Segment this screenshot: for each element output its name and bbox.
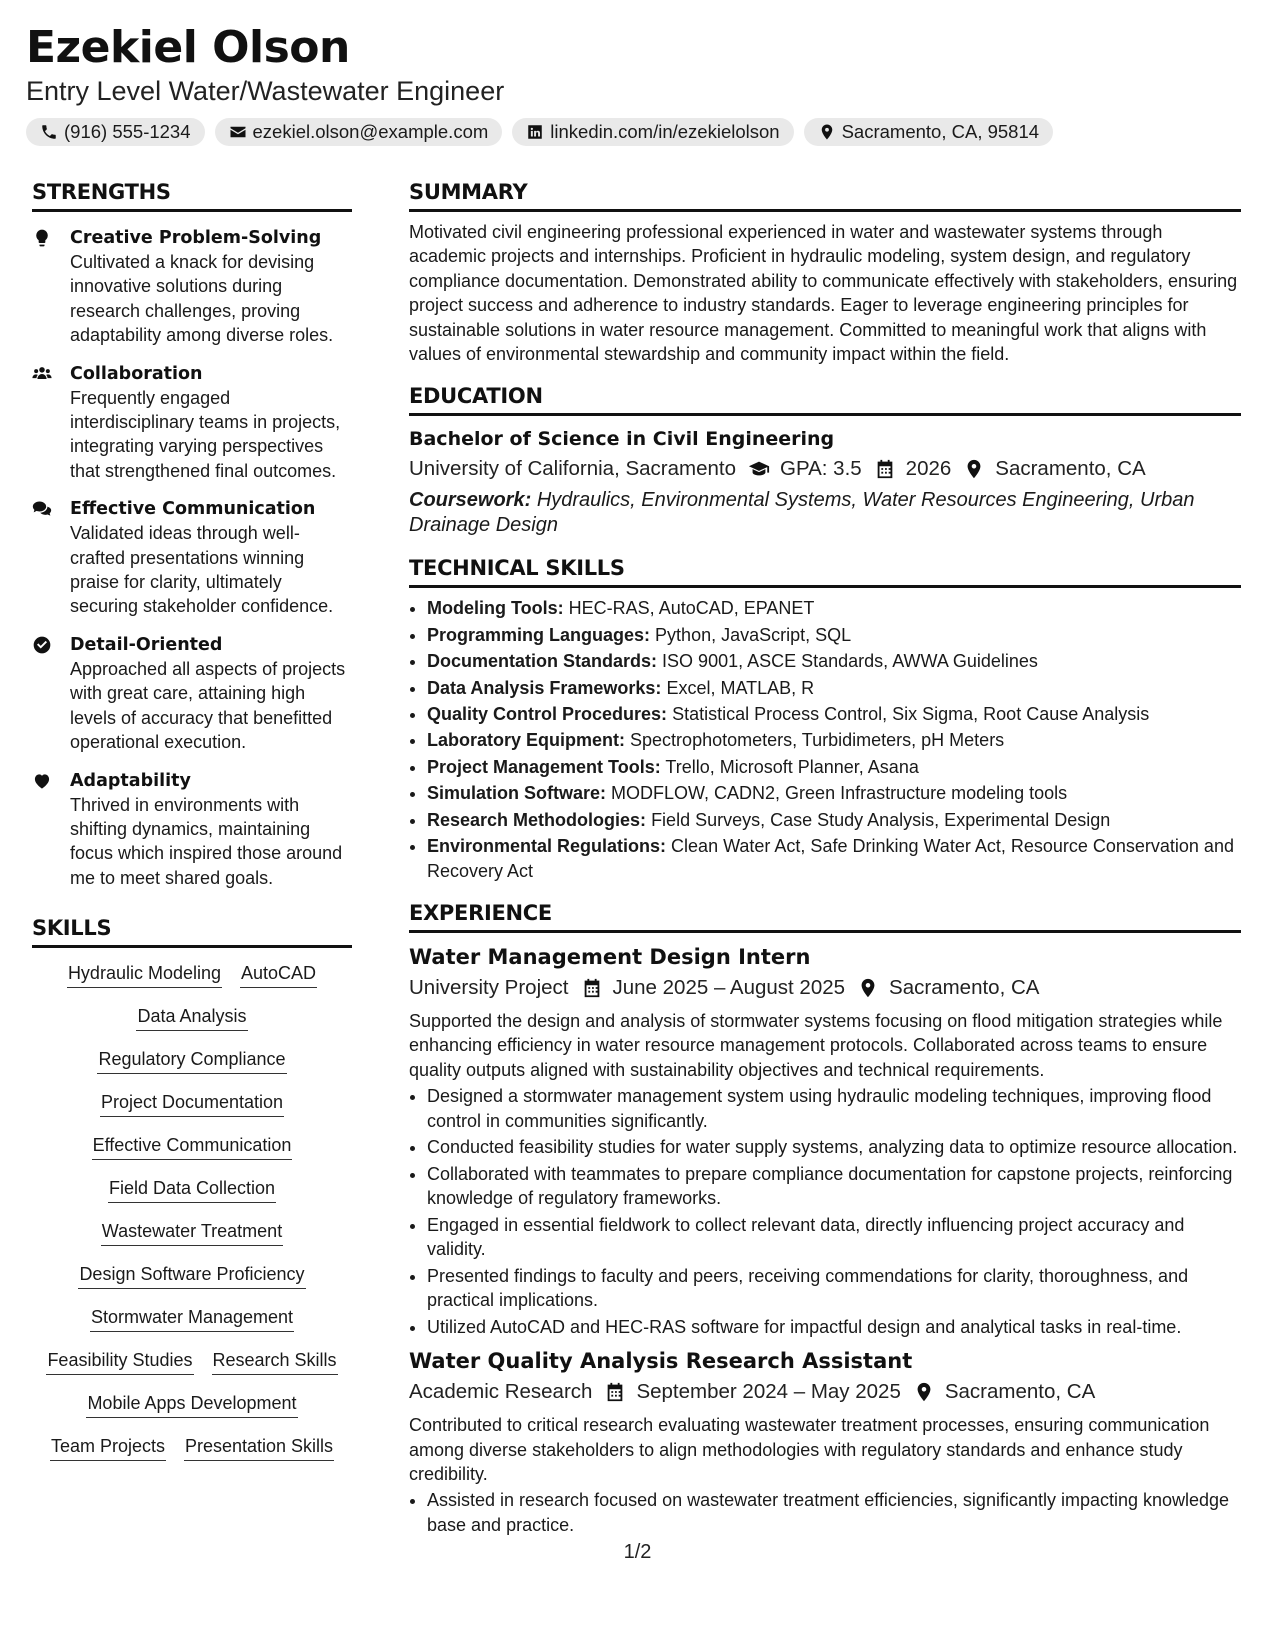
skill-label: Quality Control Procedures:	[427, 704, 668, 725]
skill-label: Laboratory Equipment:	[427, 730, 626, 751]
skill-value: Statistical Process Control, Six Sigma, Root Cause Analysis	[672, 704, 1150, 725]
strength-item	[32, 497, 352, 619]
contact-location-text: Sacramento, CA, 95814	[841, 121, 1040, 142]
list-item: • Conducted feasibility studies for water supply systems, analyzing data to optimize resource allocation.	[427, 1135, 1241, 1159]
school-name: University of California, Sacramento	[409, 457, 736, 481]
skill-value: Spectrophotometers, Turbidimeters, pH Meters	[630, 730, 1005, 751]
location-pin-icon	[818, 123, 836, 141]
location-pin-icon	[857, 977, 879, 999]
envelope-icon	[229, 123, 247, 141]
skill-tag: Regulatory Compliance	[97, 1048, 286, 1074]
gpa: GPA: 3.5	[780, 457, 862, 481]
list-item	[427, 702, 1241, 726]
skill-tag: AutoCAD	[240, 962, 317, 988]
calendar-icon	[604, 1381, 626, 1403]
contact-phone[interactable]	[26, 118, 205, 146]
skill-value: Trello, Microsoft Planner, Asana	[665, 756, 919, 777]
skill-label: Environmental Regulations:	[427, 836, 667, 857]
strength-item	[32, 226, 352, 348]
technical-skills-list	[409, 596, 1241, 882]
job-org: Academic Research	[409, 1380, 593, 1404]
degree-title: Bachelor of Science in Civil Engineering	[409, 428, 835, 451]
skill-tag: Stormwater Management	[90, 1306, 294, 1332]
list-item	[427, 834, 1241, 883]
skill-label: Modeling Tools:	[427, 598, 564, 619]
calendar-icon	[581, 977, 603, 999]
skill-tag: Design Software Proficiency	[78, 1263, 305, 1289]
job-meta	[409, 1377, 1241, 1407]
list-item: • Engaged in essential fieldwork to collect relevant data, directly influencing project accuracy and validity.	[427, 1213, 1241, 1262]
contact-linkedin-text: linkedin.com/in/ezekielolson	[550, 121, 780, 142]
check-circle-icon	[32, 635, 52, 655]
graduation-cap-icon	[748, 458, 770, 480]
coursework-list: Hydraulics, Environmental Systems, Water Resources Engineering, Urban Drainage Design	[409, 489, 1195, 537]
skill-tag: Wastewater Treatment	[101, 1220, 283, 1246]
left-column	[32, 178, 352, 1461]
comments-icon	[32, 499, 52, 519]
education-section	[409, 382, 1241, 538]
summary-section	[409, 178, 1241, 366]
strength-desc: Cultivated a knack for devising innovative solutions during research challenges, proving adaptability among diverse roles.	[70, 252, 334, 346]
list-item	[427, 728, 1241, 752]
list-item	[427, 596, 1241, 620]
skill-value: Clean Water Act, Safe Drinking Water Act, Resource Conservation and Recovery Act	[427, 836, 1234, 881]
skill-tag: Research Skills	[212, 1349, 338, 1375]
strengths-heading: STRENGTHS	[32, 178, 352, 212]
skill-tag: Feasibility Studies	[46, 1349, 193, 1375]
coursework-label: Coursework:	[409, 489, 532, 512]
strength-title: Detail-Oriented	[70, 634, 223, 655]
job-dates: September 2024 – May 2025	[636, 1380, 901, 1404]
strength-desc: Validated ideas through well-crafted presentations winning praise for clarity, ultimately securing stakeholder confidence.	[70, 523, 334, 617]
graduation-year: 2026	[905, 457, 952, 481]
job-location: Sacramento, CA	[889, 975, 1040, 999]
skill-tag: Project Documentation	[100, 1091, 284, 1117]
job-summary: Supported the design and analysis of stormwater systems focusing on flood mitigation strategies while enhancing efficiency in water resource management protocols. Collaborated across teams to ensure quality outputs aligned with sustainability objectives and technical requirements.	[409, 1010, 1223, 1080]
heart-icon	[32, 771, 52, 791]
job-dates: June 2025 – August 2025	[612, 975, 846, 999]
skill-label: Documentation Standards:	[427, 651, 658, 672]
contact-email-text: ezekiel.olson@example.com	[252, 121, 489, 142]
job-title: Water Quality Analysis Research Assistant	[409, 1349, 913, 1374]
list-item: • Assisted in research focused on wastewater treatment efficiencies, significantly impacting knowledge base and practice.	[427, 1488, 1241, 1537]
skill-label: Research Methodologies:	[427, 809, 647, 830]
list-item	[427, 781, 1241, 805]
strength-title: Effective Communication	[70, 499, 316, 520]
list-item	[427, 676, 1241, 700]
strength-desc: Approached all aspects of projects with great care, attaining high levels of accuracy that benefitted operational execution.	[70, 658, 346, 753]
resume-header	[26, 22, 1251, 146]
strength-desc: Thrived in environments with shifting dynamics, maintaining focus which inspired those around me to meet shared goals.	[70, 794, 343, 888]
job-title: Water Management Design Intern	[409, 944, 811, 969]
skill-tag: Presentation Skills	[184, 1435, 334, 1461]
coursework	[409, 488, 1241, 538]
linkedin-icon	[526, 123, 544, 141]
location-pin-icon	[963, 458, 985, 480]
list-item: • Presented findings to faculty and peers, receiving commendations for clarity, thoroughness, and practical implications.	[427, 1264, 1241, 1313]
job-bullets	[409, 1084, 1241, 1339]
skill-tag: Mobile Apps Development	[86, 1392, 297, 1418]
skill-label: Project Management Tools:	[427, 756, 661, 777]
calendar-icon	[874, 458, 896, 480]
skills-list	[32, 962, 352, 1461]
contact-phone-text: (916) 555-1234	[64, 121, 191, 142]
experience-heading: EXPERIENCE	[409, 899, 1241, 933]
strength-desc: Frequently engaged interdisciplinary teams in projects, integrating varying perspectives that strengthened final outcomes.	[70, 387, 341, 481]
job-bullets	[409, 1488, 1241, 1537]
skill-value: ISO 9001, ASCE Standards, AWWA Guidelines	[662, 651, 1038, 672]
skills-heading: SKILLS	[32, 914, 352, 948]
contact-email[interactable]	[215, 118, 503, 146]
list-item	[427, 808, 1241, 832]
skill-value: HEC-RAS, AutoCAD, EPANET	[568, 598, 815, 619]
strength-item	[32, 769, 352, 891]
users-icon	[32, 364, 52, 384]
technical-skills-heading: TECHNICAL SKILLS	[409, 554, 1241, 588]
skill-value: Python, JavaScript, SQL	[655, 624, 852, 645]
skill-label: Simulation Software:	[427, 783, 607, 804]
skill-value: MODFLOW, CADN2, Green Infrastructure modeling tools	[611, 783, 1068, 804]
strength-title: Collaboration	[70, 363, 203, 384]
education-meta	[409, 454, 1241, 484]
strength-title: Creative Problem-Solving	[70, 228, 322, 248]
strength-item	[32, 633, 352, 755]
skill-tag: Field Data Collection	[108, 1177, 276, 1203]
list-item	[427, 755, 1241, 779]
skill-label: Programming Languages:	[427, 624, 651, 645]
skill-tag: Hydraulic Modeling	[67, 962, 222, 988]
right-column	[409, 178, 1241, 1539]
skill-tag: Team Projects	[50, 1435, 166, 1461]
technical-skills-section	[409, 554, 1241, 882]
list-item	[427, 649, 1241, 673]
candidate-name: Ezekiel Olson	[26, 22, 350, 73]
skill-tag: Data Analysis	[136, 1005, 247, 1031]
skill-value: Excel, MATLAB, R	[666, 677, 815, 698]
job-summary: Contributed to critical research evaluating wastewater treatment processes, ensuring communication among diverse stakeholders to align methodologies with regulatory standards and enhance study credibility.	[409, 1415, 1210, 1484]
job-location: Sacramento, CA	[944, 1380, 1096, 1404]
experience-section	[409, 899, 1241, 1537]
job-org: University Project	[409, 975, 569, 999]
contact-linkedin[interactable]	[512, 118, 793, 146]
location-pin-icon	[913, 1381, 935, 1403]
education-heading: EDUCATION	[409, 382, 1241, 416]
skill-value: Field Surveys, Case Study Analysis, Experimental Design	[651, 809, 1111, 830]
contact-bar	[26, 118, 1251, 146]
strength-item	[32, 362, 352, 484]
list-item: • Collaborated with teammates to prepare compliance documentation for capstone projects, reinforcing knowledge of regulatory frameworks.	[427, 1162, 1241, 1211]
candidate-title: Entry Level Water/Wastewater Engineer	[26, 76, 505, 106]
strength-title: Adaptability	[70, 770, 191, 791]
summary-text: Motivated civil engineering professional experienced in water and wastewater systems through academic projects and internships. Proficient in hydraulic modeling, system design, and regulatory compliance documentation. Demonstrated ability to communicate effectively with stakeholders, ensuring project success and adherence to industry standards. Eager to leverage engineering principles for sustainable solutions in water resource management. Committed to meaningful work that aligns with values of environmental stewardship and community impact within the field.	[409, 222, 1238, 365]
job-meta	[409, 973, 1241, 1003]
skill-label: Data Analysis Frameworks:	[427, 677, 662, 698]
list-item: • Designed a stormwater management system using hydraulic modeling techniques, improving flood control in communities significantly.	[427, 1084, 1241, 1133]
school-location: Sacramento, CA	[995, 457, 1146, 481]
lightbulb-icon	[32, 228, 52, 248]
skill-tag: Effective Communication	[92, 1134, 293, 1160]
contact-location	[804, 118, 1053, 146]
summary-heading: SUMMARY	[409, 178, 1241, 212]
list-item: • Utilized AutoCAD and HEC-RAS software for impactful design and analytical tasks in real-time.	[427, 1315, 1241, 1339]
list-item	[427, 623, 1241, 647]
page-number: 1/2	[623, 1541, 652, 1563]
phone-icon	[40, 123, 58, 141]
